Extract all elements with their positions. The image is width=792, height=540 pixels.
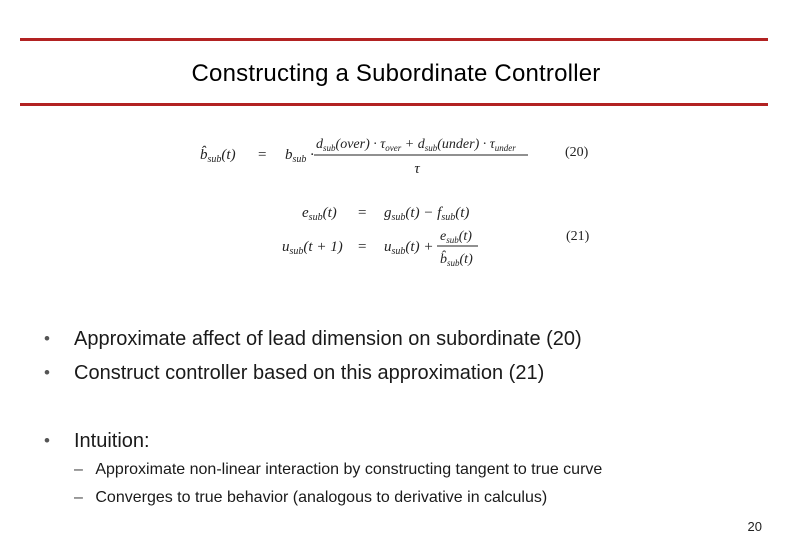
bullet-marker: • [44, 329, 50, 348]
bullet-text: Construct controller based on this approximation (21) [74, 362, 545, 384]
bullet-item [44, 322, 582, 356]
eq21-number: (21) [566, 229, 590, 244]
bullet-marker: • [44, 363, 50, 382]
sub-bullet-item [74, 486, 547, 510]
sub-bullet-marker: – [74, 461, 83, 478]
equation-21 [282, 205, 590, 268]
sub-bullet-text: Converges to true behavior (analogous to derivative in calculus) [95, 489, 548, 506]
bullet-marker: • [44, 431, 50, 450]
eq21-line1-rhs: $g_{sub}(t) - f_{sub}(t)$ [384, 205, 470, 223]
equation-20 [200, 137, 589, 177]
eq20-lhs: $b̂_{sub}(t)$ [200, 147, 236, 165]
title-rule-bottom [20, 103, 768, 106]
eq20-coef: $b_{sub}$ · [285, 147, 314, 165]
sub-bullet-item [74, 458, 602, 482]
title-rule-top [20, 38, 768, 41]
bullet-text: Approximate affect of lead dimension on subordinate (20) [74, 328, 582, 350]
bullet-text: Intuition: [74, 430, 150, 452]
sub-bullet-marker: – [74, 489, 83, 506]
bullet-item [44, 356, 545, 390]
eq21-frac-den: $b̂_{sub}(t)$ [440, 252, 473, 268]
bullet-item [44, 424, 150, 458]
eq20-denominator: τ [414, 161, 420, 177]
slide-title: Constructing a Subordinate Controller [191, 60, 601, 87]
equations-block [0, 120, 792, 280]
eq21-line1-lhs: $e_{sub}(t)$ [302, 205, 337, 223]
eq20-rel: = [258, 147, 267, 163]
page-number: 20 [747, 519, 762, 534]
eq21-line2-rhs-head: $u_{sub}(t)$ + [384, 239, 434, 257]
eq21-line2-lhs: $u_{sub}(t + 1)$ [282, 239, 343, 257]
eq21-frac-num: $e_{sub}(t)$ [440, 229, 472, 245]
eq21-line1-rel: = [358, 205, 367, 221]
eq21-line2-rel: = [358, 239, 367, 255]
sub-bullet-text: Approximate non-linear interaction by constructing tangent to true curve [95, 461, 603, 478]
eq20-numerator: $d_{sub}(over) \cdot \tau_{over}$ + $d_{sub}(under) \cdot \tau_{under}$ [316, 137, 516, 153]
eq20-number: (20) [565, 145, 589, 160]
